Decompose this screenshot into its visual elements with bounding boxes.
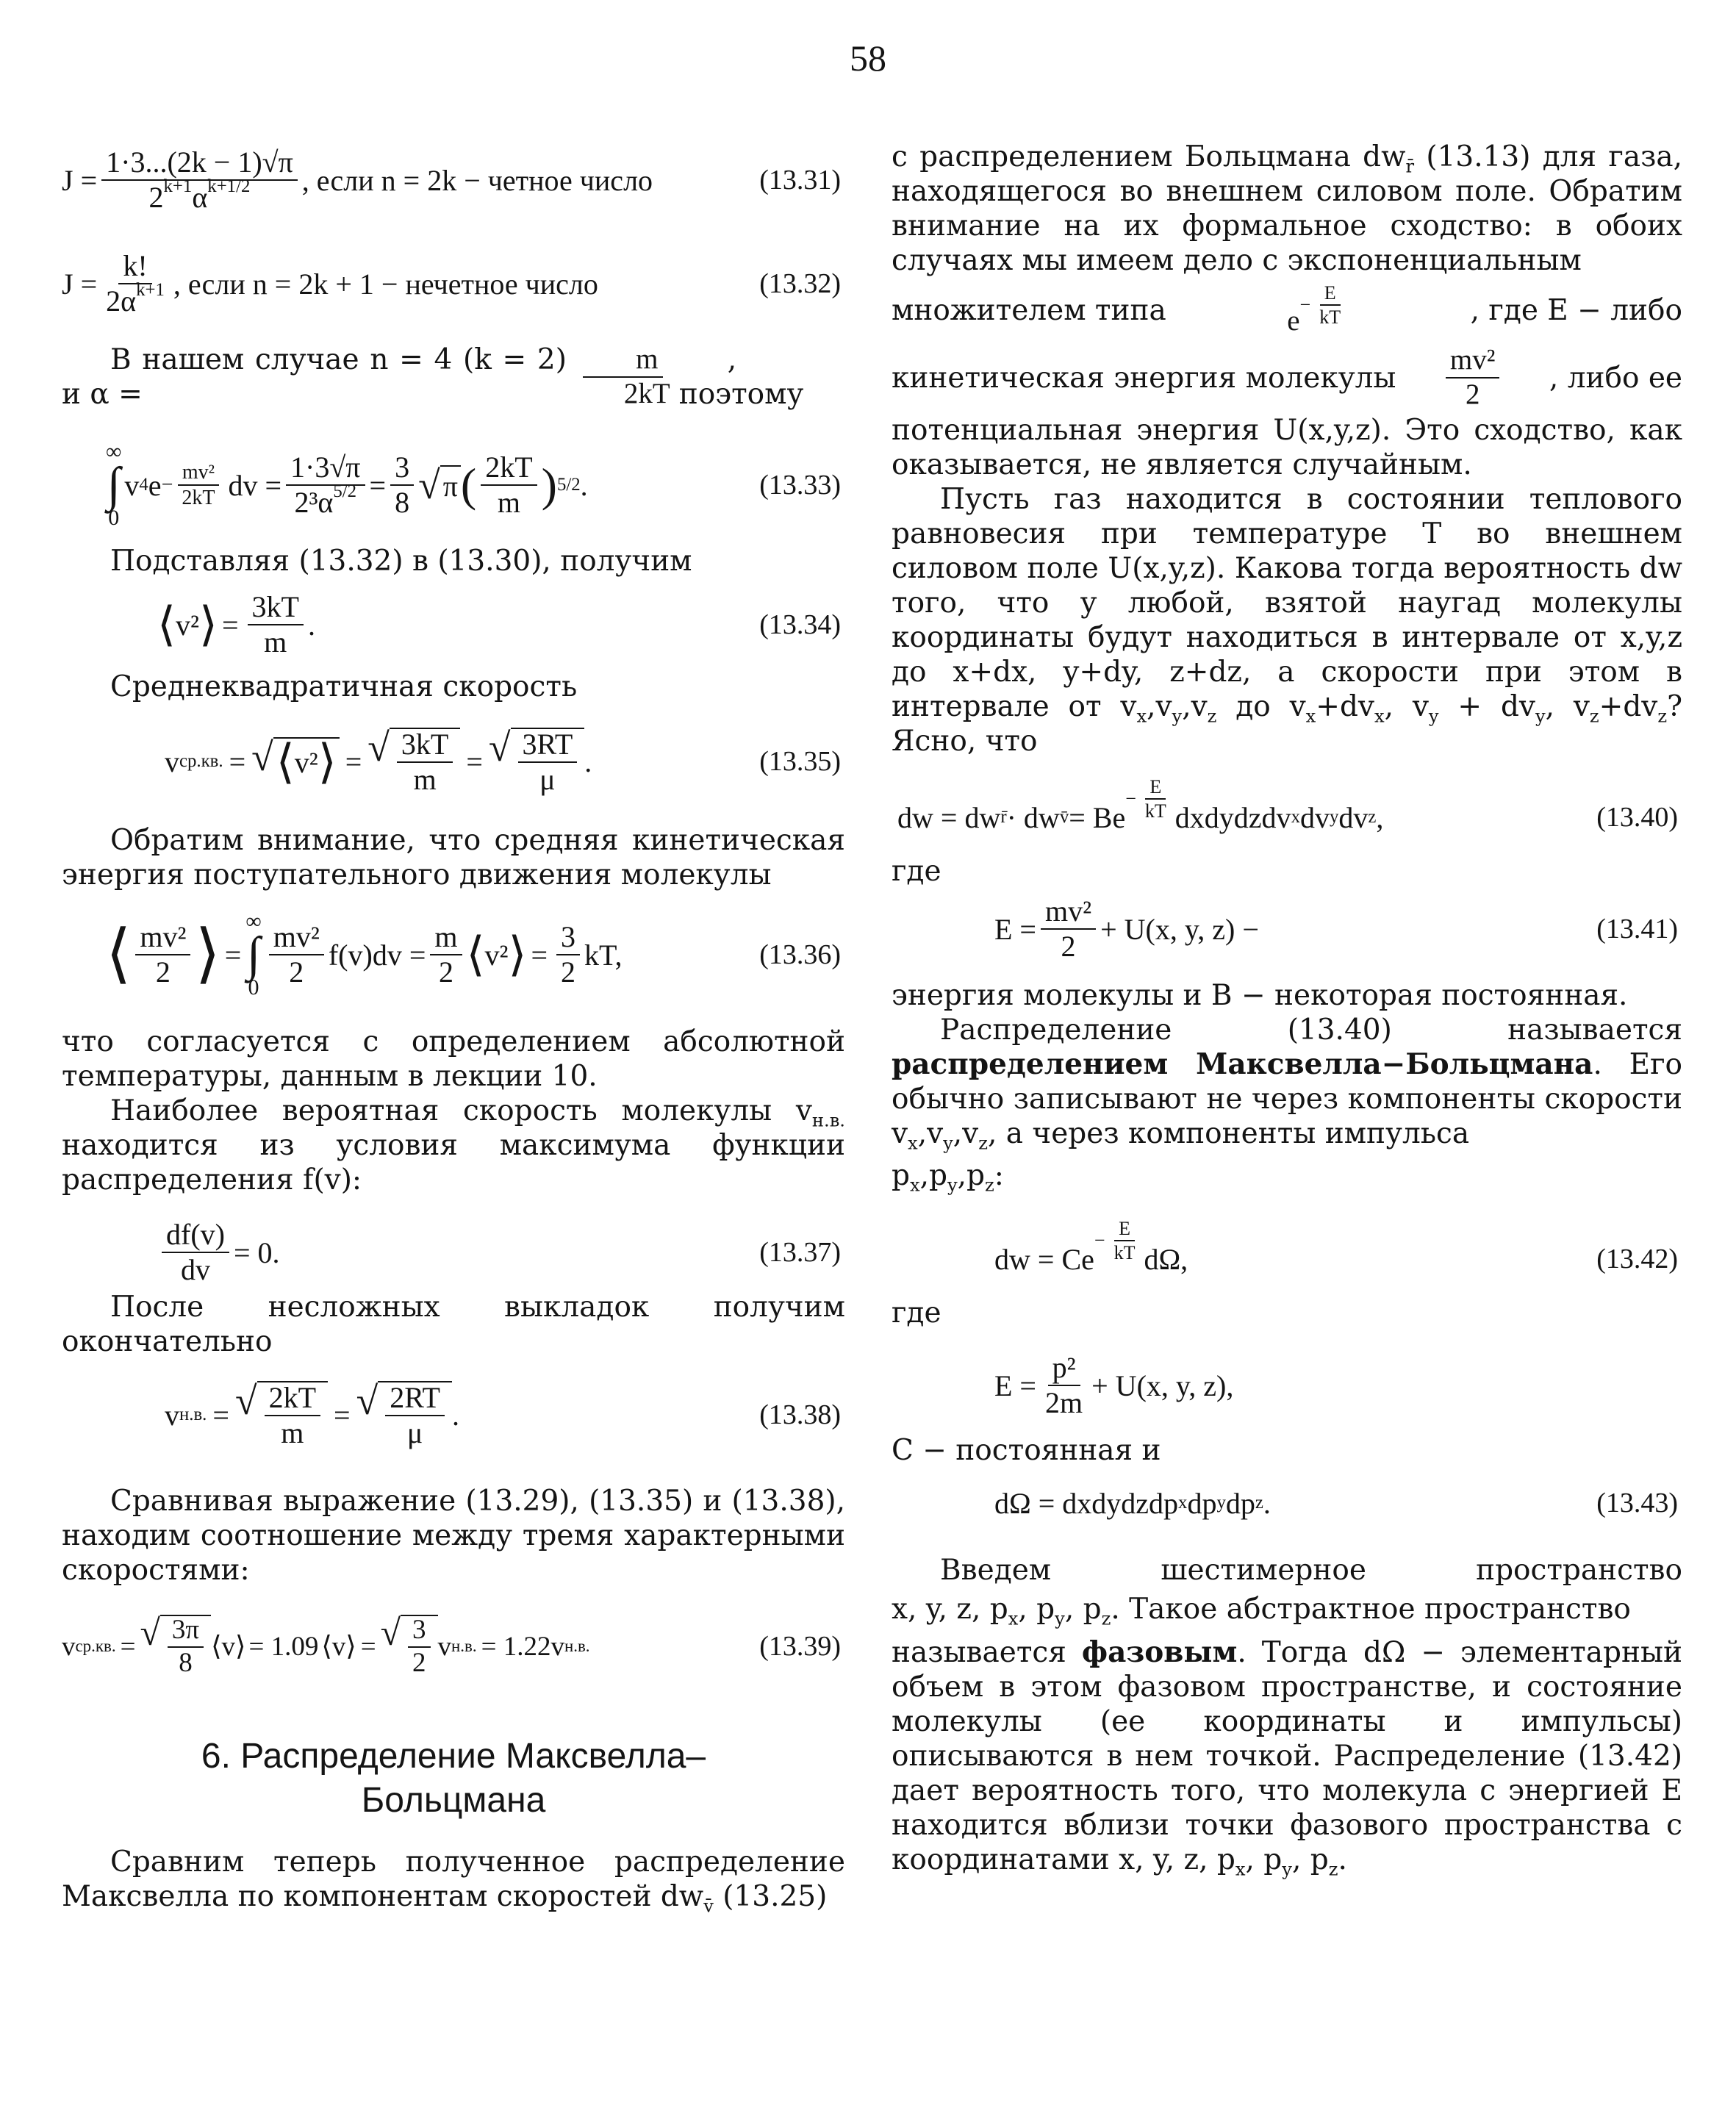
paragraph-comparing: Сравнивая выражение (13.29), (13.35) и (13.38), находим соотношение между тремя характерными скоростями:: [62, 1485, 845, 1587]
equation-energy-momentum: E = $\frac{\text{p²}}{2m}$ + U(x, y, z),: [994, 1351, 1234, 1419]
paragraph-boltzmann: с распределением Больцмана $dw_{r̄}$ (13.13) для газа, находящегося во внешнем силовом поле. Обратим внимание на их формальное сходство: в обоих случаях мы имеем дело с экспоненциальным: [892, 140, 1682, 277]
paragraph-exponential-factor: множителем типа e − $\frac{E}{kT}$ , где E − либо: [892, 281, 1682, 337]
equation-13-38: v н.в. = √ $\frac{2kT}{m}$ = √ $\frac{2RT}{\mu}$ . (13.38): [165, 1379, 841, 1449]
paragraph-potential-energy: потенциальная энергия U(x,y,z). Это сходство, как оказывается, не является случайным.: [892, 414, 1682, 481]
equation-13-32: J = $\frac{k!}{2\alpha^{k+1}}$ , если n = 2k + 1 − нечетное число (13.32): [62, 249, 841, 318]
equation-13-34: ⟨ v² ⟩ = $\frac{3kT}{m}$ . (13.34): [157, 590, 841, 659]
paragraph-agrees: что согласуется с определением абсолютной температуры, данным в лекции 10.: [62, 1025, 845, 1093]
equation-13-39: v ср.кв. = √ $\frac{3\pi}{8}$ ⟨ v ⟩ = 1.09 ⟨ v ⟩ = √ $\frac{3}{2}$ v н.в. = 1.22v н.в. (13.39): [62, 1612, 841, 1678]
equation-13-41: E = $\frac{\text{mv²}}{2}$ + U(x, y, z) − (13.41): [994, 894, 1678, 963]
paragraph-six-dimensional: Введем шестимерное пространство: [940, 1554, 1682, 1587]
paragraph-substituting: Подставляя (13.32) в (13.30), получим: [110, 545, 692, 578]
equation-13-33: ∞ ∫ 0 v 4 e − $\frac{\text{mv²}}{2kT}$ dv = $\frac{1\cdot 3√\pi}{2^3\alpha^{5/2}}$ = $\frac{3}{8}$ √ π ( $\frac{2kT}{m}$ ) 5/2 . (13.33): [106, 440, 841, 530]
equation-13-31: J = $\frac{1\cdot 3...(2k - 1)√\pi}{2^{k+1}\alpha^{k+1/2}}$ , если n = 2k − четное число (13.31): [62, 146, 841, 214]
right-column: [892, 140, 1682, 1880]
left-column: [62, 140, 845, 1917]
paragraph-equilibrium: Пусть газ находится в состоянии теплового равновесия при температуре T во внешнем силовом поле U(x,y,z). Какова тогда вероятность dw того, что у любой, взятой наугад молекулы координаты будут находиться в интервале от x,y,z до x+dx, y+dy, z+dz, а скорости при этом в интервале от $v_x,v_y,v_z$ до $v_x+dv_x$, $v_y + dv_y$, $v_z+dv_z$? Ясно, что: [892, 483, 1682, 758]
paragraph-energy-constant: энергия молекулы и B − некоторая постоянная.: [892, 979, 1628, 1012]
section-title: 6. Распределение Максвелла– Больцмана: [201, 1737, 706, 1820]
paragraph-where-1: где: [892, 855, 941, 888]
paragraph-where-2: где: [892, 1296, 941, 1330]
equation-13-42: dw = Ce − $\frac{E}{kT}$ dΩ, (13.42): [994, 1217, 1678, 1276]
equation-13-43: dΩ = dxdydzdp x dp y dp z . (13.43): [994, 1486, 1678, 1520]
paragraph-our-case: В нашем случае n = 4 (k = 2) и α = $\frac{m}{2kT}$ , поэтому: [62, 343, 804, 411]
equation-13-37: $\frac{df(v)}{dv}$ = 0. (13.37): [62, 1212, 845, 1293]
paragraph-momentum-components: $p_x,p_y,p_z$:: [892, 1159, 1004, 1196]
paragraph-phase-space: называется фазовым. Тогда dΩ − элементарный объем в этом фазовом пространстве, и состояние молекулы (ее координаты и импульсы) описываются в нем точкой. Распределение (13.42) дает вероятность того, что молекула с энергией E находится вблизи точки фазового пространства с координатами x, y, z, $p_x$, $p_y$, $p_z$.: [892, 1635, 1682, 1880]
paragraph-note-kinetic-energy: Обратим внимание, что средняя кинетическая энергия поступательного движения молекулы: [62, 824, 845, 892]
paragraph-kinetic-energy: кинетическая энергия молекулы $\frac{\text{mv²}}{2}$ , либо ее: [892, 344, 1682, 410]
equation-13-35: v ср.кв. = √ ⟨ v² ⟩ = √ $\frac{3kT}{m}$ = √ $\frac{3RT}{\mu}$ . (13.35): [165, 725, 841, 796]
equation-13-40: dw = dw r̄ · dw v̄ = Be − $\frac{E}{kT}$ dxdydzdv x dv y dv z , (13.40): [897, 775, 1678, 834]
paragraph-most-probable: Наиболее вероятная скорость молекулы $v_{н.в.}$ находится из условия максимума функции распределения f(v):: [62, 1094, 845, 1197]
paragraph-compare-now: Сравним теперь полученное распределение Максвелла по компонентам скоростей $dw_{v̄}$ (13.25): [62, 1846, 845, 1917]
page-number: 58: [850, 37, 886, 79]
paragraph-maxwell-boltzmann: Распределение (13.40) называется распределением Максвелла−Больцмана. Его обычно записывают не через компоненты скорости $v_x,v_y,v_z$, а через компоненты импульса: [892, 1014, 1682, 1154]
paragraph-after-calculations: После несложных выкладок получим окончательно: [62, 1291, 845, 1358]
paragraph-abstract-space: x, y, z, $p_x$, $p_y$, $p_z$. Такое абстрактное пространство: [892, 1593, 1631, 1629]
equation-13-36: ⟨ $\frac{\text{mv²}}{2}$ ⟩ = ∞ ∫ 0 $\frac{\text{mv²}}{2}$ f(v)dv = $\frac{m}{2}$ ⟨ v² ⟩ = $\frac{3}{2}$ kT, (13.36): [106, 909, 841, 1000]
paragraph-c-constant: C − постоянная и: [892, 1434, 1161, 1467]
paragraph-rms-speed: Среднеквадратичная скорость: [110, 670, 578, 703]
